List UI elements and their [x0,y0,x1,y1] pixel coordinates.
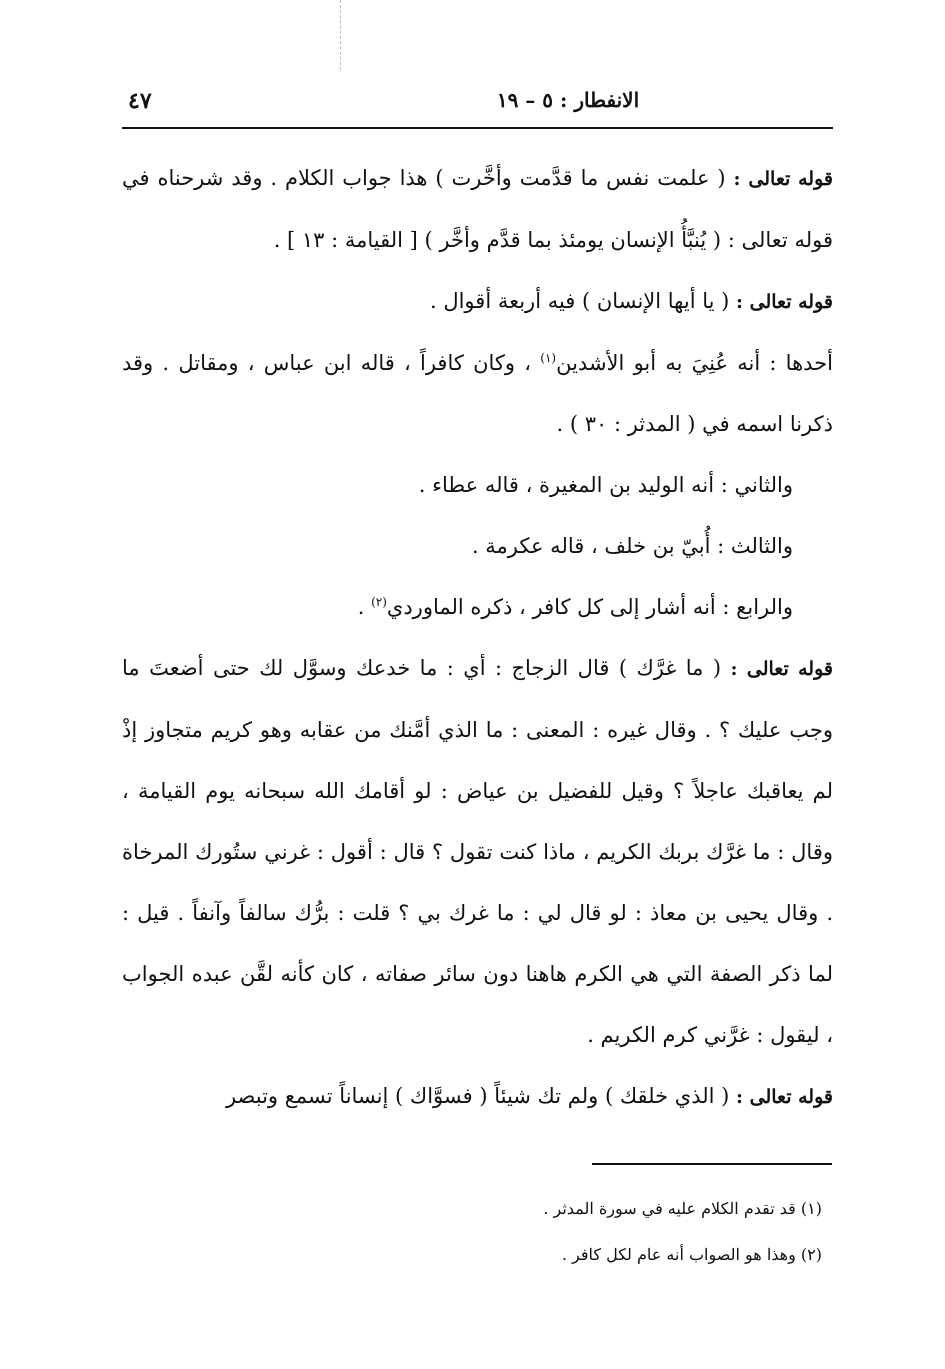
paragraph-opinion-3 [122,516,833,577]
paragraph-text: أحدها : أنه عُنِيَ به أبو الأشدين [556,351,833,375]
paragraph-text: ( علمت نفس ما قدَّمت وأخَّرت ) هذا جواب الكلام . وقد شرحناه في قوله تعالى : ( يُنبَّأُ الإنسان يومئذ بما قدَّم وأخَّر ) [ القيامة : ١٣ ] . [122,166,833,252]
verse-lead: قوله تعالى : [733,168,833,190]
paragraph-text: والثالث : أُبيّ بن خلف ، قاله عكرمة . [471,534,793,558]
footnote-rule [592,1163,832,1165]
verse-lead: قوله تعالى : [736,1086,833,1108]
verse-lead: قوله تعالى : [736,291,833,313]
paragraph-opinion-2 [122,455,833,516]
paragraph-text: والرابع : أنه أشار إلى كل كافر ، ذكره الماوردي [386,595,793,619]
paragraph-text: ( الذي خلقك ) ولم تك شيئاً ( فسوَّاك ) إنساناً تسمع وتبصر [225,1084,736,1108]
page-crease-mark [340,0,341,70]
page-header [128,88,828,124]
main-text [122,148,833,1128]
paragraph-opinion-4 [122,577,833,638]
header-rule [122,127,833,129]
running-title: الانفطار : ٥ – ١٩ [496,88,640,112]
footnotes [122,1186,822,1278]
paragraph-verse-6 [122,271,833,333]
paragraph-text: ( يا أيها الإنسان ) فيه أربعة أقوال . [429,289,736,313]
footnote-1: (١) قد تقدم الكلام عليه في سورة المدثر . [543,1199,822,1218]
paragraph-text: . [357,595,372,619]
footnote-marker-1: (١) [540,351,557,365]
paragraph-text: ( ما غرَّك ) قال الزجاج : أي : ما خدعك وسوَّل لك حتى أضعتَ ما وجب عليك ؟ . وقال غيره : المعنى : ما الذي أمَّنك من عقابه وهو كريم متجاوز إذْ لم يعاقبك عاجلاً ؟ وقيل للفضيل بن عياض : لو أقامك الله سبحانه يوم القيامة ، وقال : ما غرَّك بربك الكريم ، ماذا كنت تقول ؟ قال : أقول : غرني ستُورك المرخاة . وقال يحيى بن معاذ : لو قال لي : ما غرك بي ؟ قلت : برُّك سالفاً وآنفاً . قيل : لما ذكر الصفة التي هي الكرم هاهنا دون سائر صفاته ، كان كأنه لقَّن عبده الجواب ، ليقول : غرَّني كرم الكريم . [122,656,833,1047]
paragraph-verse-6b [122,638,833,1066]
page-number: ٤٧ [128,88,152,114]
paragraph-text: والثاني : أنه الوليد بن المغيرة ، قاله عطاء . [418,473,793,497]
paragraph-opinion-1 [122,333,833,455]
footnote-2: (٢) وهذا هو الصواب أنه عام لكل كافر . [561,1245,822,1264]
paragraph-text: ، وكان كافراً ، قاله ابن عباس ، ومقاتل . وقد ذكرنا اسمه في ( المدثر : ٣٠ ) . [122,351,833,436]
verse-lead: قوله تعالى : [730,658,833,680]
paragraph-verse-5 [122,148,833,271]
footnote-marker-2: (٢) [371,595,387,609]
paragraph-verse-7 [122,1066,833,1128]
